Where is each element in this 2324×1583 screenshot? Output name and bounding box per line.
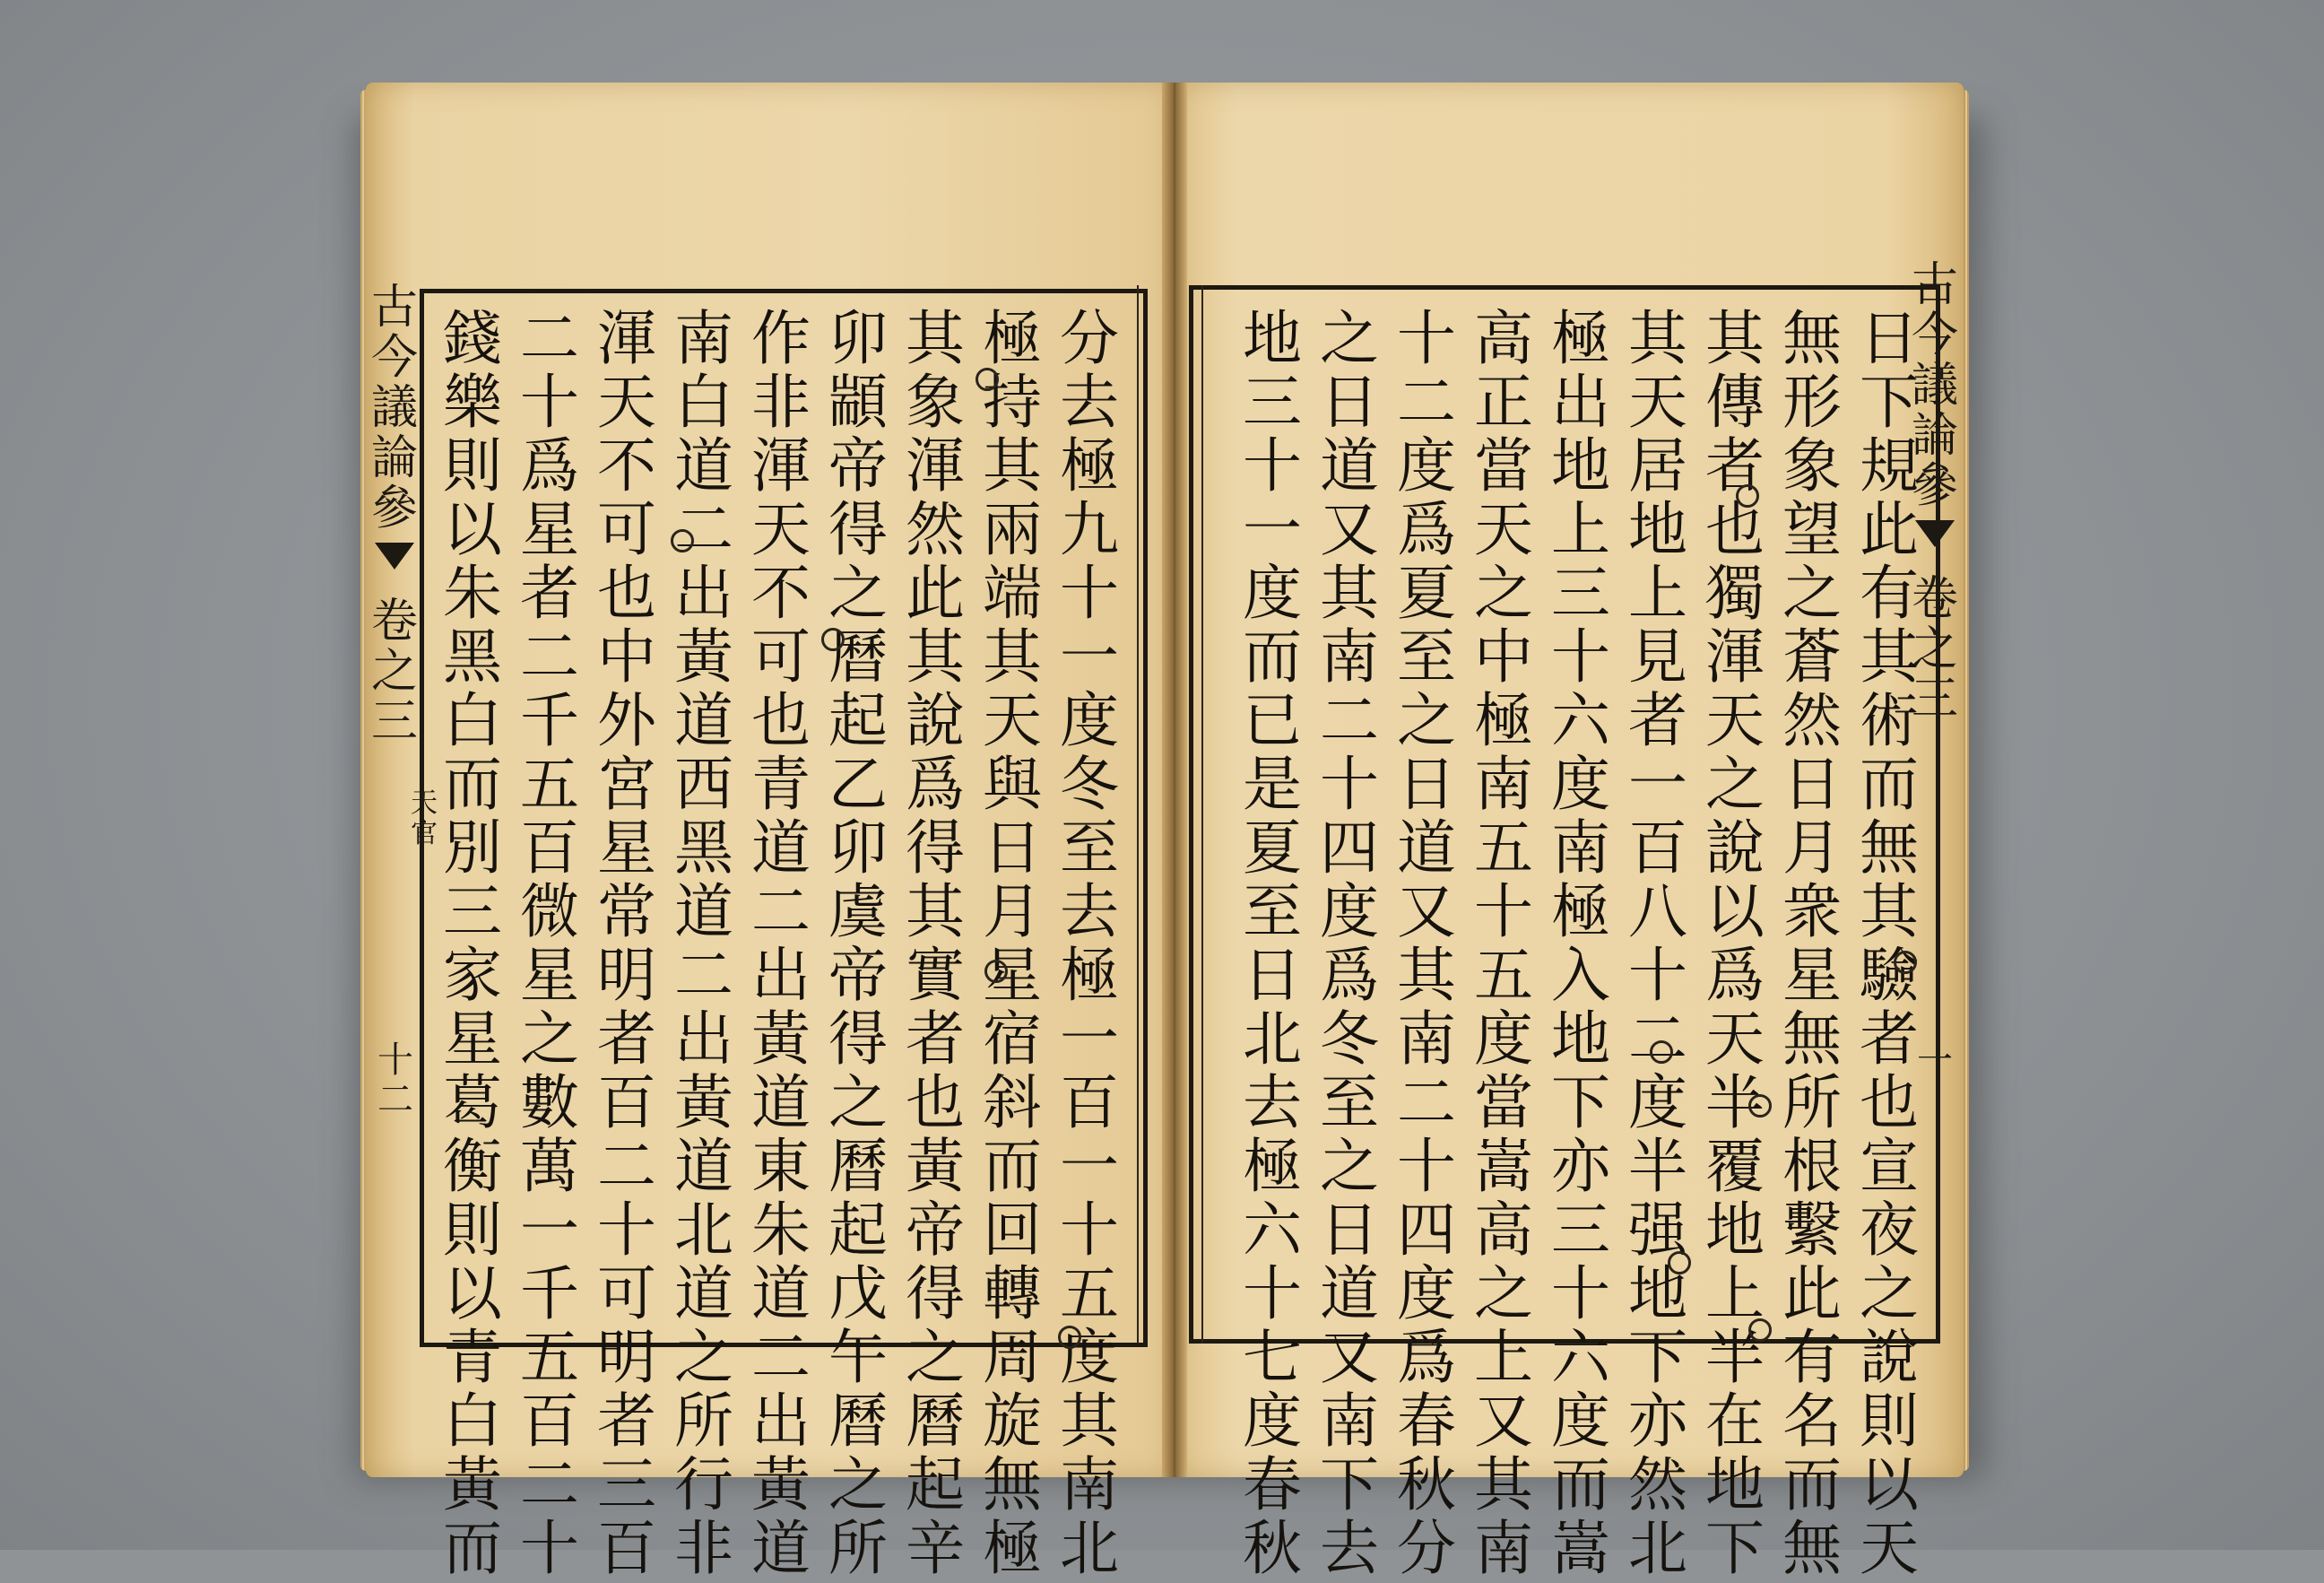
text-column: 其 天 居 地 上 見 者 一 百 八 十 二 度 半 强 地 下 亦 然 北 <box>1628 304 1687 1583</box>
left-margin-title: 古 今 議 論 參 <box>370 281 418 535</box>
text-column: 錢 樂 則 以 朱 黑 白 而 別 三 家 星 葛 衡 則 以 青 白 黃 而 <box>443 304 502 1583</box>
text-column: 之 日 道 又 其 南 二 十 四 度 爲 冬 至 之 日 道 又 南 下 去 <box>1320 304 1379 1583</box>
left-margin-section: 天 官 <box>411 787 438 849</box>
right-margin-title: 古 今 議 論 參 <box>1911 258 1958 513</box>
text-column: 十 二 度 爲 夏 至 之 日 道 又 其 南 二 十 四 度 爲 春 秋 分 <box>1397 304 1456 1583</box>
reading-mark-circle <box>1650 1040 1673 1064</box>
reading-mark-circle <box>1058 1326 1081 1349</box>
reading-mark-circle <box>976 368 999 391</box>
text-column: 卯 顓 帝 得 之 曆 起 乙 卯 虞 帝 得 之 曆 起 戊 午 曆 之 所 <box>828 304 888 1583</box>
reading-mark-circle <box>1668 1251 1691 1274</box>
right-margin-volume: 卷 之 三 <box>1911 572 1958 726</box>
text-column: 地 三 十 一 度 而 已 是 夏 至 日 北 去 極 六 十 七 度 春 秋 <box>1243 304 1302 1583</box>
text-column: 日 下 規 此 有 其 術 而 無 其 驗 者 也 宣 夜 之 說 則 以 天 <box>1860 304 1919 1583</box>
fish-tail-mark-left <box>375 543 414 570</box>
text-column: 渾 天 不 可 也 中 外 宮 星 常 明 者 百 二 十 可 明 者 三 百 <box>597 304 656 1583</box>
text-column: 無 形 象 望 之 蒼 然 日 月 衆 星 無 所 根 繫 此 有 名 而 無 <box>1782 304 1842 1583</box>
text-column: 分 去 極 九 十 一 度 冬 至 去 極 一 百 一 十 五 度 其 南 北 <box>1060 304 1119 1583</box>
text-column: 極 出 地 上 三 十 六 度 南 極 入 地 下 亦 三 十 六 度 而 嵩 <box>1551 304 1610 1583</box>
text-column: 其 象 渾 然 此 其 說 爲 得 其 實 者 也 黃 帝 得 之 曆 起 辛 <box>906 304 965 1583</box>
right-frame-rule <box>1201 285 1203 1344</box>
reading-mark-circle <box>984 960 1008 983</box>
text-column: 極 持 其 兩 端 其 天 與 日 月 星 宿 斜 而 回 轉 周 旋 無 極 <box>983 304 1042 1583</box>
reading-mark-circle <box>1748 1094 1772 1118</box>
left-frame-rule <box>1137 285 1139 1344</box>
reading-mark-circle <box>1748 1318 1772 1342</box>
right-folio-number: 一 <box>1917 1039 1953 1081</box>
text-column: 高 正 當 天 之 中 極 南 五 十 五 度 當 嵩 高 之 上 又 其 南 <box>1474 304 1533 1583</box>
text-column: 其 傳 者 也 獨 渾 天 之 說 以 爲 天 半 覆 地 上 半 在 地 下 <box>1705 304 1765 1583</box>
left-folio-number: 十 二 <box>377 1039 413 1120</box>
text-column: 作 非 渾 天 不 可 也 青 道 二 出 黃 道 東 朱 道 二 出 黃 道 <box>751 304 811 1583</box>
reading-mark-circle <box>821 628 845 651</box>
left-margin-volume: 卷 之 三 <box>370 595 418 749</box>
reading-mark-circle <box>1894 951 1917 974</box>
text-column: 南 白 道 二 出 黃 道 西 黑 道 二 出 黃 道 北 道 之 所 行 非 <box>674 304 733 1583</box>
reading-mark-circle <box>1736 484 1759 508</box>
text-column: 二 十 爲 星 者 二 千 五 百 微 星 之 數 萬 一 千 五 百 二 十 <box>520 304 579 1583</box>
book-gutter <box>1162 83 1187 1477</box>
reading-mark-circle <box>671 529 694 552</box>
